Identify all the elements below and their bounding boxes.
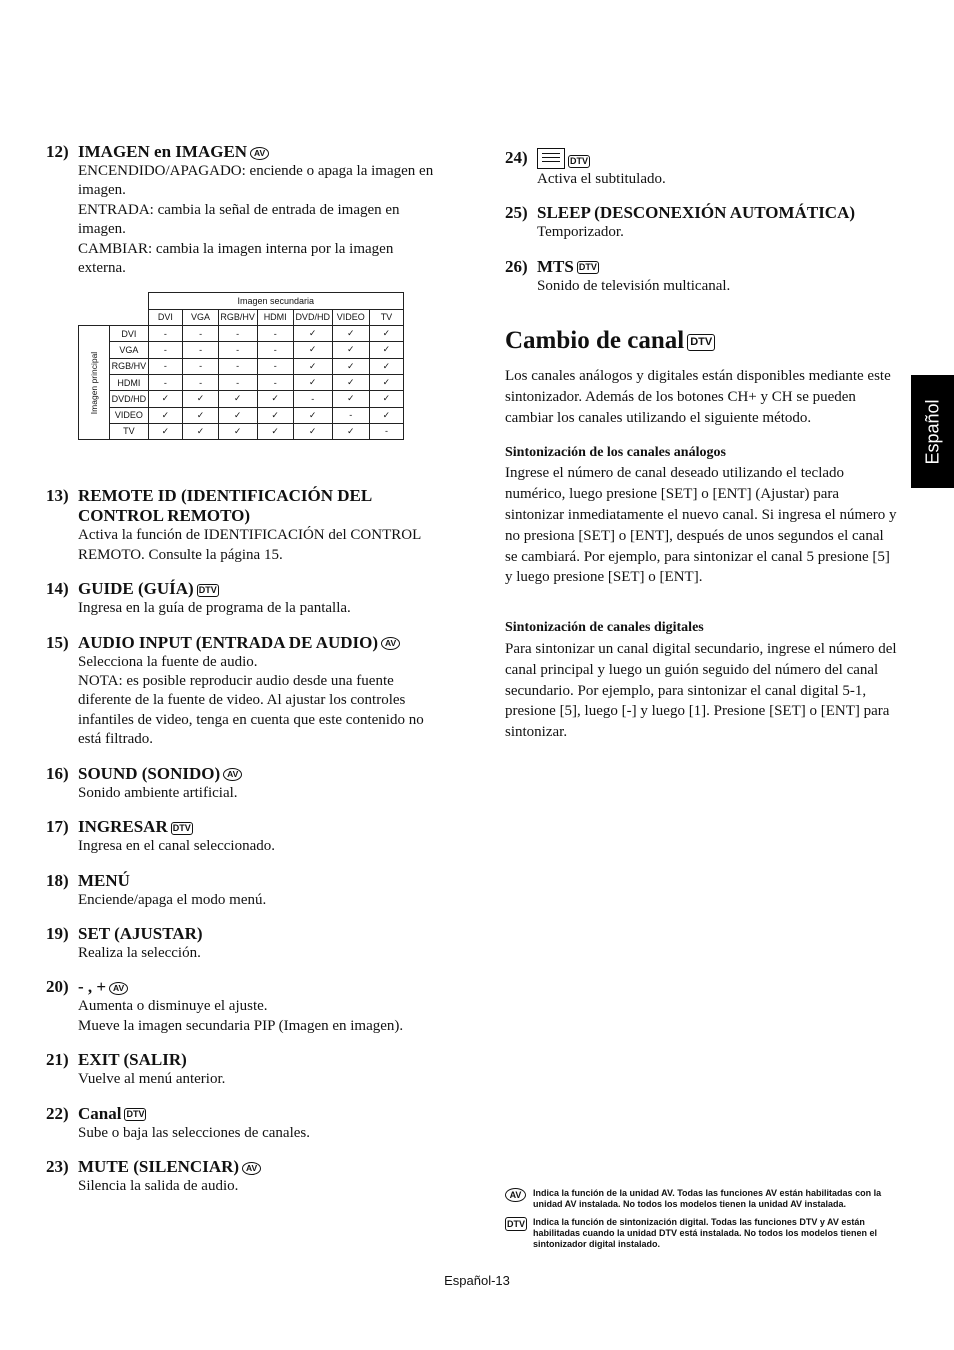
item-title-text: - , + xyxy=(78,977,107,997)
table-cell: ✓ xyxy=(332,358,369,374)
menu-item-25 xyxy=(505,203,897,242)
item-description-line: Sonido de televisión multicanal. xyxy=(537,277,731,294)
column-header: RGB/HV xyxy=(218,309,257,325)
item-title-text: GUIDE (GUÍA) xyxy=(78,579,194,599)
item-title xyxy=(78,924,438,944)
item-number: 21) xyxy=(46,1050,69,1070)
dtv-icon: DTV xyxy=(126,1109,145,1120)
item-description xyxy=(537,277,897,296)
item-number: 20) xyxy=(46,977,69,997)
table-cell: ✓ xyxy=(293,423,332,439)
item-description-line: Silencia la salida de audio. xyxy=(78,1177,239,1194)
item-title xyxy=(78,1050,438,1070)
item-description-line: Mueve la imagen secundaria PIP (Imagen en imagen). xyxy=(78,1017,404,1034)
item-description-line: Aumenta o disminuye el ajuste. xyxy=(78,998,268,1015)
row-header: TV xyxy=(110,423,148,439)
item-description xyxy=(78,526,438,565)
av-icon: AV xyxy=(250,147,269,160)
table-cell: ✓ xyxy=(293,342,332,358)
table-row xyxy=(79,358,404,374)
item-description-line: Selecciona la fuente de audio. xyxy=(78,653,258,670)
item-description-line: Ingresa en el canal seleccionado. xyxy=(78,838,275,855)
item-description-line: Activa la función de IDENTIFICACIÓN del CONTROL REMOTO. Consulte la página 15. xyxy=(78,527,421,563)
table-cell: - xyxy=(257,358,293,374)
table-cell: - xyxy=(148,374,183,390)
table-cell: ✓ xyxy=(218,391,257,407)
analog-tuning-heading: Sintonización de los canales análogos xyxy=(505,444,726,460)
table-cell: ✓ xyxy=(332,374,369,390)
item-title xyxy=(537,257,897,277)
av-icon: AV xyxy=(381,637,400,650)
table-cell: - xyxy=(218,358,257,374)
table-cell: ✓ xyxy=(332,391,369,407)
item-number: 17) xyxy=(46,817,69,837)
row-header: DVD/HD xyxy=(110,391,148,407)
table-row xyxy=(79,374,404,390)
legend-av xyxy=(505,1188,897,1210)
item-title xyxy=(78,486,438,526)
table-cell: - xyxy=(332,407,369,423)
row-group-title xyxy=(79,326,110,440)
item-description xyxy=(537,223,897,242)
row-header: RGB/HV xyxy=(110,358,148,374)
menu-item-26 xyxy=(505,257,897,296)
right-column xyxy=(505,148,897,757)
item-title-text: EXIT (SALIR) xyxy=(78,1050,187,1070)
row-group-title-text: Imagen principal xyxy=(89,351,100,414)
column-header: DVI xyxy=(148,309,183,325)
item-description xyxy=(537,170,897,189)
item-number: 22) xyxy=(46,1103,69,1123)
channel-change-heading: Cambio de canal DTV xyxy=(505,326,897,356)
menu-item-13 xyxy=(46,486,438,565)
table-cell: ✓ xyxy=(148,391,183,407)
menu-item-18 xyxy=(46,871,438,910)
item-description-line: NOTA: es posible reproducir audio desde una fuente diferente de la fuente de video. Al ajustar los controles infantiles de video, tenga en cuenta que este contenido no está filtrado. xyxy=(78,673,424,748)
item-description xyxy=(78,944,438,963)
item-number: 24) xyxy=(505,148,528,167)
av-icon: AV xyxy=(109,982,128,995)
menu-item-16 xyxy=(46,764,438,803)
menu-item-22 xyxy=(46,1104,438,1143)
item-description xyxy=(78,1177,438,1196)
item-title-text: SOUND (SONIDO) xyxy=(78,763,221,783)
item-number: 19) xyxy=(46,923,69,943)
item-number: 16) xyxy=(46,763,69,783)
av-icon: AV xyxy=(505,1188,526,1202)
language-tab: Español xyxy=(911,375,954,488)
item-description-line: Realiza la selección. xyxy=(78,944,201,961)
table-cell: ✓ xyxy=(332,326,369,342)
dtv-icon: DTV xyxy=(172,822,191,833)
column-header: VIDEO xyxy=(332,309,369,325)
table-cell: - xyxy=(257,326,293,342)
item-title-text: MUTE (SILENCIAR) xyxy=(78,1156,240,1176)
table-cell: ✓ xyxy=(369,407,403,423)
item-title-text: REMOTE ID (IDENTIFICACIÓN DEL CONTROL REMOTO) xyxy=(78,486,372,526)
item-title xyxy=(78,633,438,653)
column-header: TV xyxy=(369,309,403,325)
channel-intro: Los canales análogos y digitales están disponibles mediante este sintonizador. Además de los botones CH+ y CH se pueden cambiar los canales utilizando el siguiente método. xyxy=(505,368,891,426)
item-title xyxy=(537,148,897,170)
table-cell: - xyxy=(218,342,257,358)
table-cell: ✓ xyxy=(369,358,403,374)
row-header: DVI xyxy=(110,326,148,342)
item-number: 25) xyxy=(505,203,528,223)
menu-item-12 xyxy=(46,142,438,278)
menu-item-24 xyxy=(505,148,897,189)
item-description-line: CAMBIAR: cambia la imagen interna por la imagen externa. xyxy=(78,240,394,277)
item-title-text: MENÚ xyxy=(78,870,130,890)
item-description-line: Ingresa en la guía de programa de la pantalla. xyxy=(78,600,351,617)
item-description-line: Sube o baja las selecciones de canales. xyxy=(78,1124,310,1141)
item-number: 15) xyxy=(46,632,69,652)
table-cell: - xyxy=(148,326,183,342)
item-title xyxy=(78,142,438,162)
menu-item-23 xyxy=(46,1157,438,1196)
table-corner xyxy=(110,309,148,325)
item-title-text: IMAGEN en IMAGEN xyxy=(78,142,248,161)
item-description xyxy=(78,1070,438,1089)
page-number: Español-13 xyxy=(444,1273,510,1288)
item-description-line: Temporizador. xyxy=(537,224,624,241)
table-corner xyxy=(79,309,110,325)
left-column xyxy=(46,142,438,1210)
table-cell: - xyxy=(293,391,332,407)
item-number: 26) xyxy=(505,256,528,276)
table-cell: ✓ xyxy=(332,342,369,358)
legend-dtv-text: Indica la función de sintonización digital. Todas las funciones DTV y AV están habilitadas cuando la unidad DTV está instalada. No todos los modelos tienen el sintonizador digital instalado. xyxy=(533,1217,878,1249)
item-title-text: Canal xyxy=(78,1103,122,1123)
menu-item-20 xyxy=(46,977,438,1036)
dtv-icon: DTV xyxy=(507,1219,525,1229)
item-description-line: ENTRADA: cambia la señal de entrada de imagen en imagen. xyxy=(78,201,400,238)
column-group-title: Imagen secundaria xyxy=(148,293,403,309)
table-corner xyxy=(110,293,148,309)
table-cell: ✓ xyxy=(183,407,219,423)
table-corner xyxy=(79,293,110,309)
table-cell: ✓ xyxy=(369,342,403,358)
table-row xyxy=(79,423,404,439)
table-cell: - xyxy=(218,326,257,342)
table-cell: ✓ xyxy=(293,326,332,342)
table-cell: ✓ xyxy=(293,358,332,374)
menu-item-15 xyxy=(46,633,438,750)
table-cell: ✓ xyxy=(148,423,183,439)
legend-dtv xyxy=(505,1217,897,1250)
item-description xyxy=(78,837,438,856)
table-cell: ✓ xyxy=(257,407,293,423)
legend-av-text: Indica la función de la unidad AV. Todas las funciones AV están habilitadas con la unidad AV instalada. No todos los modelos tienen la unidad AV instalada. xyxy=(533,1188,882,1209)
analog-tuning-text: Ingrese el número de canal deseado utilizando el teclado numérico, luego presione [SET] o [ENT] (Ajustar) para sintonizar inmediatamente el nuevo canal. Si ingresa el número y no presiona [SET] o [ENT], después de unos segundos el canal se cambiará. Por ejemplo, para sintonizar el canal 5 presione [5] y luego presione [SET] o [ENT]. xyxy=(505,465,897,586)
item-description xyxy=(78,599,438,618)
item-number: 12) xyxy=(46,142,69,161)
pip-compatibility-table xyxy=(46,292,404,444)
table-cell: ✓ xyxy=(257,391,293,407)
table-cell: ✓ xyxy=(148,407,183,423)
item-title xyxy=(78,764,438,784)
item-description-line: Vuelve al menú anterior. xyxy=(78,1071,226,1088)
item-title xyxy=(537,203,897,223)
item-title xyxy=(78,1157,438,1177)
item-title-text: SLEEP (DESCONEXIÓN AUTOMÁTICA) xyxy=(537,203,856,223)
table-cell: - xyxy=(183,358,219,374)
column-header: VGA xyxy=(183,309,219,325)
table-cell: - xyxy=(218,374,257,390)
menu-item-21 xyxy=(46,1050,438,1089)
table-cell: ✓ xyxy=(369,326,403,342)
table-cell: ✓ xyxy=(218,423,257,439)
item-description xyxy=(78,784,438,803)
item-title xyxy=(78,871,438,891)
column-header: DVD/HD xyxy=(293,309,332,325)
item-number: 23) xyxy=(46,1156,69,1176)
table-cell: ✓ xyxy=(257,423,293,439)
item-description xyxy=(78,653,438,750)
table-cell: ✓ xyxy=(183,423,219,439)
icon-legend xyxy=(505,1188,897,1257)
dtv-icon: DTV xyxy=(570,155,588,166)
table-cell: - xyxy=(183,374,219,390)
table-cell: ✓ xyxy=(183,391,219,407)
table-cell: ✓ xyxy=(293,407,332,423)
table-row xyxy=(79,391,404,407)
item-title xyxy=(78,579,438,599)
item-description-line: ENCENDIDO/APAGADO: enciende o apaga la imagen en imagen. xyxy=(78,163,434,199)
item-description-line: Activa el subtitulado. xyxy=(537,171,666,187)
item-title-text: AUDIO INPUT (ENTRADA DE AUDIO) xyxy=(78,632,379,652)
table-cell: ✓ xyxy=(332,423,369,439)
item-description-line: Sonido ambiente artificial. xyxy=(78,784,238,801)
item-title xyxy=(78,1104,438,1124)
column-header: HDMI xyxy=(257,309,293,325)
table-cell: - xyxy=(183,326,219,342)
table-row xyxy=(79,407,404,423)
item-description xyxy=(78,891,438,910)
table-cell: - xyxy=(148,342,183,358)
menu-item-14 xyxy=(46,579,438,618)
av-icon: AV xyxy=(223,768,242,781)
item-description xyxy=(78,997,438,1036)
table-row xyxy=(79,342,404,358)
table-cell: - xyxy=(257,342,293,358)
row-header: VGA xyxy=(110,342,148,358)
row-header: VIDEO xyxy=(110,407,148,423)
subtitle-icon xyxy=(537,148,565,169)
item-description xyxy=(78,1124,438,1143)
table-cell: - xyxy=(257,374,293,390)
dtv-icon: DTV xyxy=(198,584,217,595)
table-cell: ✓ xyxy=(218,407,257,423)
dtv-icon: DTV xyxy=(578,262,597,273)
item-number: 14) xyxy=(46,579,69,599)
item-title-text: INGRESAR xyxy=(78,817,168,837)
table-cell: ✓ xyxy=(293,374,332,390)
menu-item-19 xyxy=(46,924,438,963)
item-title xyxy=(78,977,438,997)
digital-tuning-text: Para sintonizar un canal digital secundario, ingrese el número del canal principal y luego un guión seguido del número del canal secundario. Por ejemplo, para sintonizar el canal digital 5-1, presione [5], luego [-] y luego [1]. Presione [SET] o [ENT] para sintonizar. xyxy=(505,640,897,741)
table-cell: ✓ xyxy=(369,374,403,390)
item-description-line: Enciende/apaga el modo menú. xyxy=(78,891,267,908)
item-title xyxy=(78,817,438,837)
table-cell: - xyxy=(369,423,403,439)
table-cell: ✓ xyxy=(369,391,403,407)
item-description xyxy=(78,162,438,278)
item-number: 13) xyxy=(46,486,69,506)
table-row xyxy=(79,326,404,342)
av-icon: AV xyxy=(242,1162,261,1175)
item-number: 18) xyxy=(46,870,69,890)
table-cell: - xyxy=(148,358,183,374)
table-cell: - xyxy=(183,342,219,358)
digital-tuning-heading: Sintonización de canales digitales xyxy=(505,620,704,636)
item-title-text: SET (AJUSTAR) xyxy=(78,923,203,943)
dtv-icon: DTV xyxy=(687,334,715,351)
menu-item-17 xyxy=(46,817,438,856)
row-header: HDMI xyxy=(110,374,148,390)
item-title-text: MTS xyxy=(537,256,574,276)
